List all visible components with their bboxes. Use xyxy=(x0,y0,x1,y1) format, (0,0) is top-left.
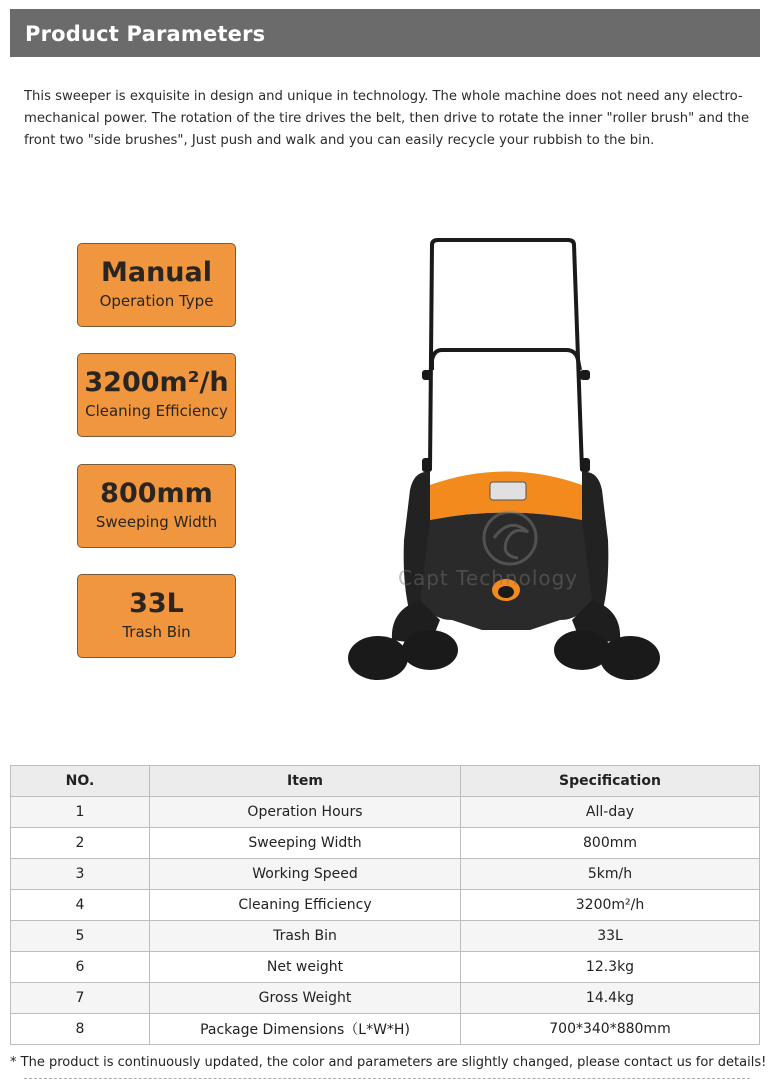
cell-item: Package Dimensions（L*W*H) xyxy=(150,1014,461,1045)
watermark: Capt Technology xyxy=(398,566,579,590)
badge-value: 33L xyxy=(129,588,184,619)
cell-no: 8 xyxy=(11,1014,150,1045)
table-row xyxy=(11,952,760,983)
cell-item: Sweeping Width xyxy=(150,828,461,859)
specification-table xyxy=(10,765,760,1045)
cell-specification: 14.4kg xyxy=(461,983,760,1014)
badge-value: Manual xyxy=(100,257,212,288)
cell-item: Net weight xyxy=(150,952,461,983)
cell-item: Working Speed xyxy=(150,859,461,890)
table-row xyxy=(11,1014,760,1045)
cell-item: Gross Weight xyxy=(150,983,461,1014)
dashed-divider xyxy=(24,1078,750,1079)
sweeper-product-image xyxy=(330,220,670,700)
cell-specification: 12.3kg xyxy=(461,952,760,983)
cell-no: 7 xyxy=(11,983,150,1014)
badge-label: Operation Type xyxy=(99,292,214,310)
badge-label: Cleaning Efficiency xyxy=(85,402,228,420)
cell-no: 1 xyxy=(11,797,150,828)
column-header-specification: Specification xyxy=(461,766,760,797)
disclaimer-note: * The product is continuously updated, the color and parameters are slightly changed, please contact us for details! xyxy=(10,1055,767,1070)
cell-specification: 700*340*880mm xyxy=(461,1014,760,1045)
badge-label: Sweeping Width xyxy=(95,513,218,531)
table-row xyxy=(11,890,760,921)
table-row xyxy=(11,859,760,890)
page-title: Product Parameters xyxy=(25,22,266,46)
cell-specification: 5km/h xyxy=(461,859,760,890)
badge-operation-type xyxy=(77,243,236,327)
table-header-row xyxy=(11,766,760,797)
cell-no: 5 xyxy=(11,921,150,952)
badge-value: 800mm xyxy=(100,478,213,509)
cell-no: 3 xyxy=(11,859,150,890)
cell-specification: 33L xyxy=(461,921,760,952)
cell-no: 6 xyxy=(11,952,150,983)
badge-trash-bin xyxy=(77,574,236,658)
product-description: This sweeper is exquisite in design and unique in technology. The whole machine does not need any electro-mechanical power. The rotation of the tire drives the belt, then drive to rotate the inner "roller brush" and the front two "side brushes", Just push and walk and you can easily recycle your rubbish to the bin. xyxy=(24,89,750,148)
table-row xyxy=(11,983,760,1014)
badge-value: 3200m²/h xyxy=(84,367,229,398)
cell-no: 2 xyxy=(11,828,150,859)
table-row xyxy=(11,921,760,952)
cell-item: Trash Bin xyxy=(150,921,461,952)
table-row xyxy=(11,828,760,859)
cell-no: 4 xyxy=(11,890,150,921)
cell-specification: 800mm xyxy=(461,828,760,859)
cell-specification: All-day xyxy=(461,797,760,828)
badge-label: Trash Bin xyxy=(122,623,191,641)
cell-specification: 3200m²/h xyxy=(461,890,760,921)
badge-sweeping-width xyxy=(77,464,236,548)
cell-item: Cleaning Efficiency xyxy=(150,890,461,921)
cell-item: Operation Hours xyxy=(150,797,461,828)
column-header-item: Item xyxy=(150,766,461,797)
column-header-no: NO. xyxy=(11,766,150,797)
section-header xyxy=(10,9,760,57)
badge-cleaning-efficiency xyxy=(77,353,236,437)
table-row xyxy=(11,797,760,828)
